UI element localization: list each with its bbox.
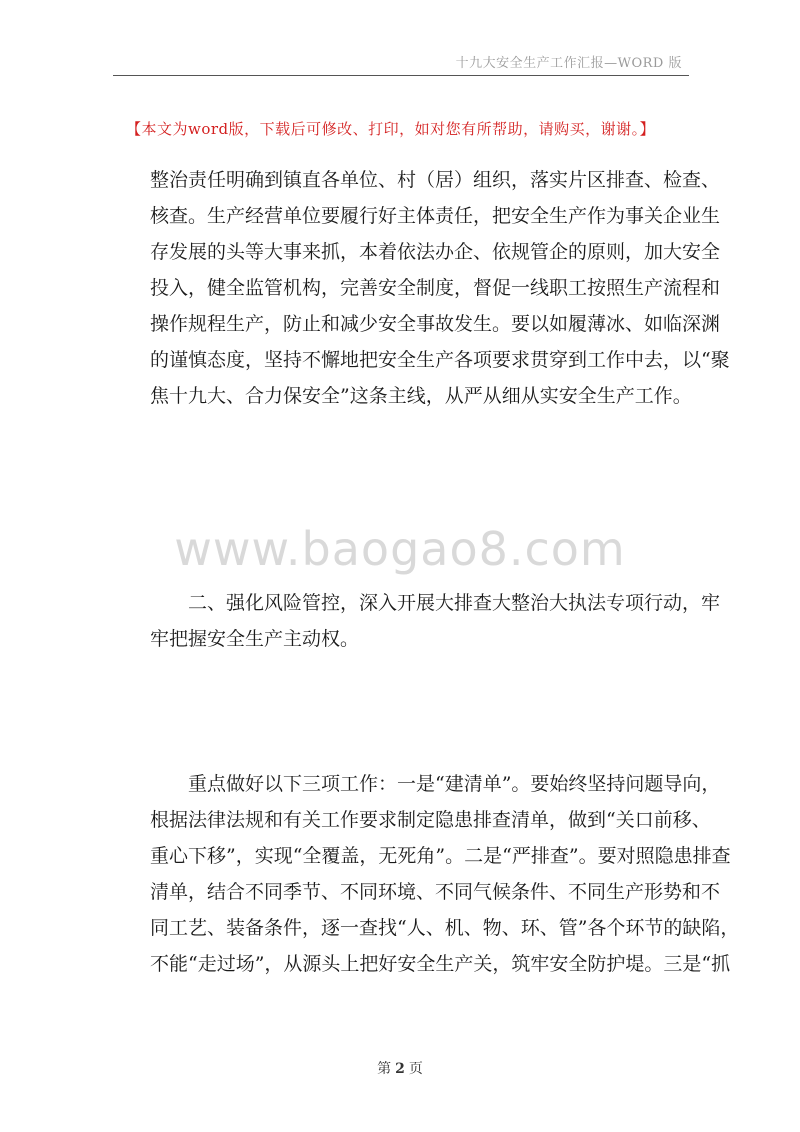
watermark: www.baogao8.com: [174, 522, 626, 576]
paragraph-line: 根据法律法规和有关工作要求制定隐患排查清单，做到“关口前移、: [150, 809, 711, 831]
paragraph-line: 存发展的头等大事来抓，本着依法办企、依规管企的原则，加大安全: [150, 241, 721, 263]
paragraph-line: 牢把握安全生产主动权。: [150, 628, 360, 650]
paragraph-1: [150, 162, 730, 414]
purchase-notice: 【本文为word版，下载后可修改、打印，如对您有所帮助，请购买，谢谢。】: [126, 120, 656, 138]
paragraph-line: 清单，结合不同季节、不同环境、不同气候条件、不同生产形势和不: [150, 881, 721, 903]
paragraph-line: 重点做好以下三项工作：一是“建清单”。要始终坚持问题导向，: [188, 773, 721, 795]
running-header: 十九大安全生产工作汇报—WORD 版: [455, 56, 682, 71]
paragraph-line: 焦十九大、合力保安全”这条主线，从严从细从实安全生产工作。: [150, 385, 692, 407]
paragraph-line: 二、强化风险管控，深入开展大排查大整治大执法专项行动，牢: [188, 592, 721, 614]
page-number: 2: [395, 1061, 405, 1077]
paragraph-line: 同工艺、装备条件，逐一查找“人、机、物、环、管”各个环节的缺陷，: [150, 917, 740, 939]
paragraph-3: [150, 766, 740, 982]
header-rule: [113, 75, 689, 76]
paragraph-2: [150, 585, 721, 657]
paragraph-line: 核查。生产经营单位要履行好主体责任，把安全生产作为事关企业生: [150, 205, 721, 227]
paragraph-line: 重心下移”，实现“全覆盖，无死角”。二是“严排查”。要对照隐患排查: [150, 845, 731, 867]
page-label-suffix: 页: [408, 1061, 423, 1077]
page-label-prefix: 第: [377, 1061, 392, 1077]
paragraph-line: 操作规程生产，防止和减少安全事故发生。要以如履薄冰、如临深渊: [150, 313, 721, 335]
paragraph-line: 的谨慎态度，坚持不懈地把安全生产各项要求贯穿到工作中去，以“聚: [150, 349, 730, 371]
paragraph-line: 投入，健全监管机构，完善安全制度，督促一线职工按照生产流程和: [150, 277, 721, 299]
paragraph-line: 不能“走过场”，从源头上把好安全生产关，筑牢安全防护堤。三是“抓: [150, 953, 731, 975]
page-footer: [0, 1058, 800, 1078]
paragraph-line: 整治责任明确到镇直各单位、村（居）组织，落实片区排查、检查、: [150, 169, 721, 191]
